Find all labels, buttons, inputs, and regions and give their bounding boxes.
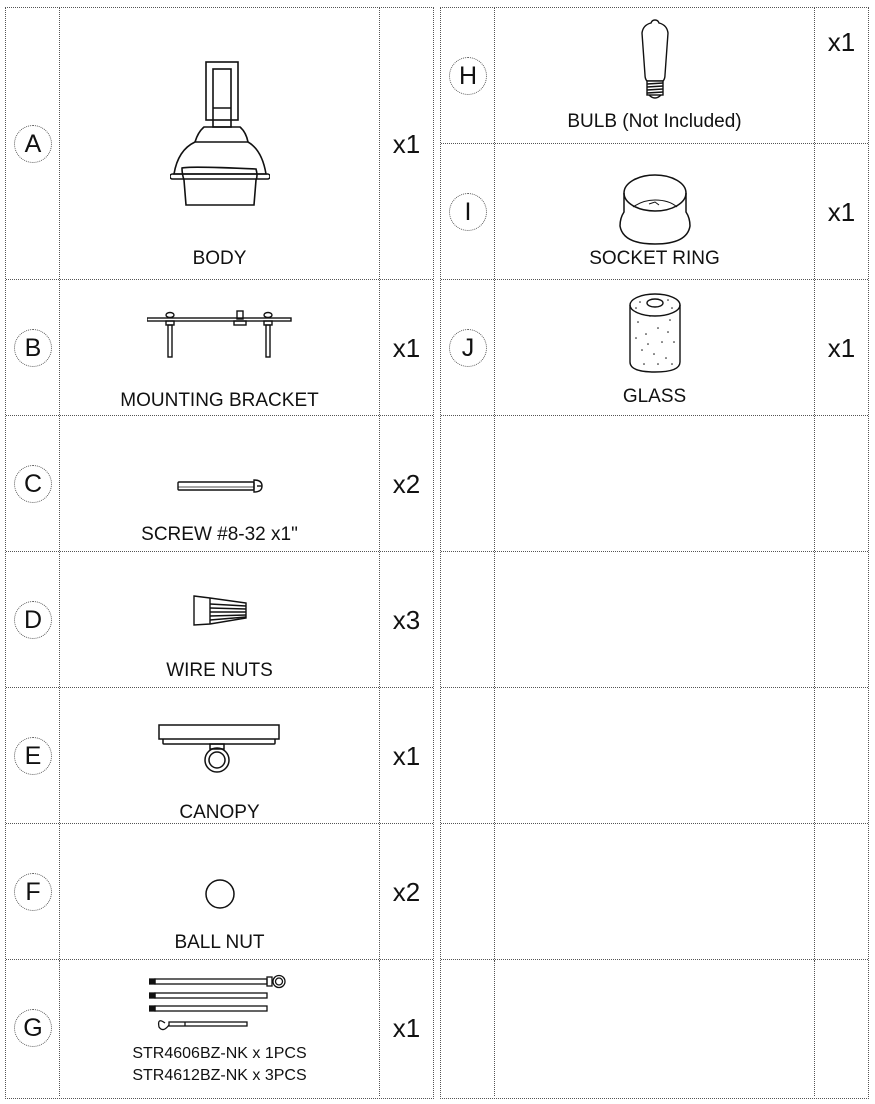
part-name-line-2: STR4612BZ-NK x 3PCS [132, 1067, 307, 1084]
screw-icon [60, 479, 379, 493]
part-row-j [441, 280, 868, 416]
glass-shade-icon [495, 292, 814, 374]
part-quantity: x3 [392, 604, 421, 635]
part-name-line-1: STR4606BZ-NK x 1PCS [132, 1045, 307, 1062]
part-letter: D [14, 601, 52, 639]
empty-row [441, 416, 868, 552]
ball-nut-icon [60, 879, 379, 909]
part-letter: E [14, 737, 52, 775]
part-row-h [441, 8, 868, 144]
part-letter: F [14, 873, 52, 911]
part-name: BALL NUT [174, 932, 265, 953]
parts-table-left [5, 7, 434, 1099]
empty-row [441, 688, 868, 824]
part-name: SOCKET RING [589, 248, 720, 269]
part-letter: C [14, 465, 52, 503]
part-quantity: x1 [827, 196, 856, 227]
part-quantity: x1 [392, 1013, 421, 1043]
part-name: GLASS [622, 386, 687, 407]
part-row-c [6, 416, 433, 552]
part-letter: H [449, 57, 487, 95]
part-letter: I [449, 193, 487, 231]
part-quantity: x1 [392, 740, 421, 771]
part-name: MOUNTING BRACKET [120, 390, 319, 411]
part-row-i [441, 144, 868, 280]
bulb-icon [495, 19, 814, 101]
part-letter: G [14, 1009, 52, 1047]
part-row-e [6, 688, 433, 824]
part-name: WIRE NUTS [166, 660, 273, 681]
pendant-body-icon [60, 60, 379, 212]
part-row-b [6, 280, 433, 416]
part-name: SCREW #8-32 x1" [141, 524, 298, 545]
empty-row [441, 824, 868, 960]
mounting-bracket-icon [60, 308, 379, 362]
stem-rods-icon [60, 973, 379, 1033]
part-quantity: x1 [827, 26, 856, 57]
part-name: BODY [192, 248, 247, 269]
empty-row [441, 960, 868, 1096]
part-row-d [6, 552, 433, 688]
socket-ring-icon [495, 174, 814, 246]
part-quantity: x2 [392, 468, 421, 499]
canopy-icon [60, 724, 379, 776]
part-name: CANOPY [179, 802, 260, 823]
part-letter: B [14, 329, 52, 367]
part-quantity: x1 [827, 332, 856, 363]
part-row-a [6, 8, 433, 280]
part-quantity: x1 [392, 128, 421, 159]
parts-table-right [440, 7, 869, 1099]
part-row-g [6, 960, 433, 1096]
part-row-f [6, 824, 433, 960]
part-quantity: x1 [392, 332, 421, 363]
empty-row [441, 552, 868, 688]
part-letter: J [449, 329, 487, 367]
part-name: BULB (Not Included) [567, 111, 742, 132]
wire-nut-icon [60, 594, 379, 628]
part-letter: A [14, 125, 52, 163]
part-quantity: x2 [392, 876, 421, 907]
